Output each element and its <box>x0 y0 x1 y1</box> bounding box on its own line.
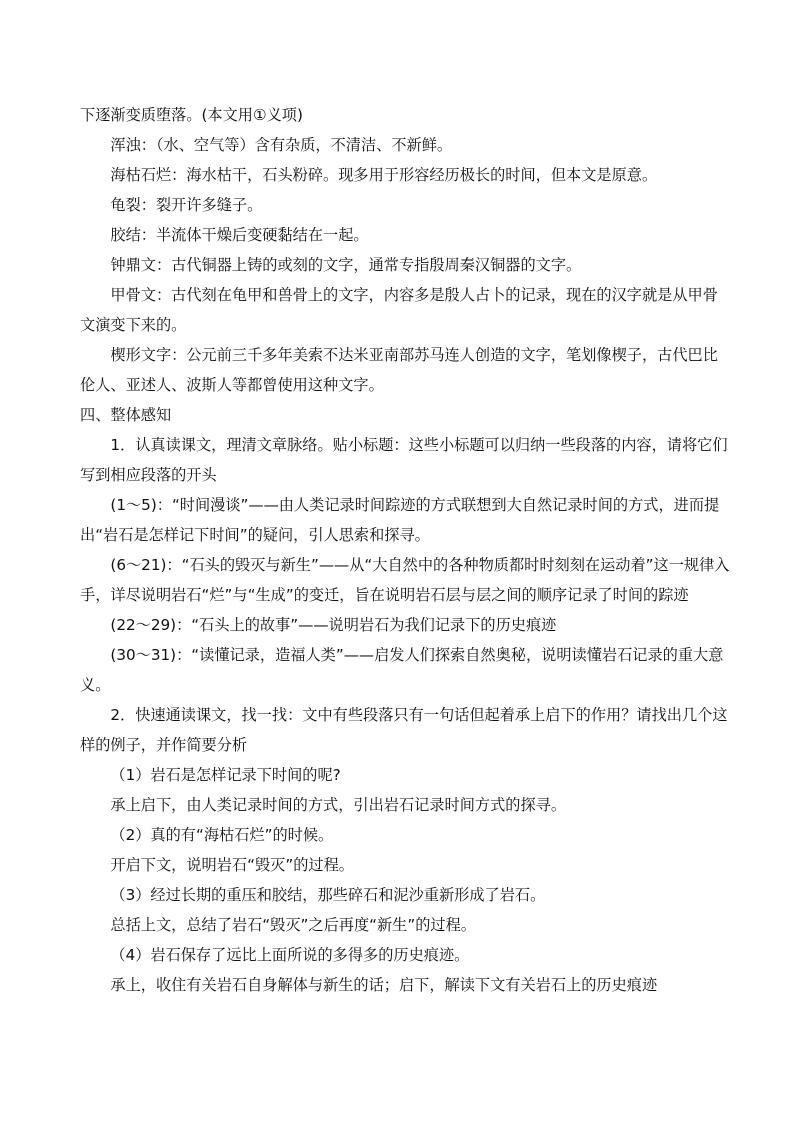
example-analysis: 开启下文，说明岩石“毁灭”的过程。 <box>110 856 354 874</box>
outline-item: (30～31)：“读懂记录，造福人类”——启发人们探索自然奥秘，说明读懂岩石记录的重大意义。 <box>80 646 724 694</box>
example-sentence: （4）岩石保存了远比上面所说的多得多的历史痕迹。 <box>110 946 470 964</box>
task-1: 1．认真读课文，理清文章脉络。贴小标题：这些小标题可以归纳一些段落的内容，请将它们写到相应段落的开头 <box>80 436 728 484</box>
definition-haikushilan: 海枯石烂：海水枯干，石头粉碎。现多用于形容经历极长的时间，但本文是原意。 <box>110 166 658 184</box>
outline-item: (22～29)：“石头上的故事”——说明岩石为我们记录下的历史痕迹 <box>110 616 557 634</box>
definition-hunzhuo: 浑浊：（水、空气等）含有杂质，不清洁、不新鲜。 <box>110 136 453 154</box>
definition-jiaguwen: 甲骨文：古代刻在龟甲和兽骨上的文字，内容多是殷人占卜的记录，现在的汉字就是从甲骨文演变下来的。 <box>80 286 718 334</box>
example-analysis: 承上启下，由人类记录时间的方式，引出岩石记录时间方式的探寻。 <box>110 796 567 814</box>
definition-jiaojie: 胶结：半流体干燥后变硬黏结在一起。 <box>110 226 369 244</box>
outline-item: (1～5)：“时间漫谈”——由人类记录时间踪迹的方式联想到大自然记录时间的方式，进而提出“岩石是怎样记下时间”的疑问，引人思索和探寻。 <box>80 496 720 544</box>
text-line: 下逐渐变质堕落。(本文用①义项) <box>80 106 303 124</box>
example-sentence: （2）真的有“海枯石烂”的时候。 <box>110 826 334 844</box>
document-body <box>80 100 730 1000</box>
example-sentence: （1）岩石是怎样记录下时间的呢? <box>110 766 341 784</box>
example-analysis: 总括上文，总结了岩石“毁灭”之后再度“新生”的过程。 <box>110 916 476 934</box>
definition-guilie: 龟裂：裂开许多缝子。 <box>110 196 263 214</box>
example-analysis: 承上，收住有关岩石自身解体与新生的话；启下，解读下文有关岩石上的历史痕迹 <box>110 976 658 994</box>
definition-zhongdingwen: 钟鼎文：古代铜器上铸的或刻的文字，通常专指殷周秦汉铜器的文字。 <box>110 256 582 274</box>
definition-xingxingwenzi: 楔形文字：公元前三千多年美索不达米亚南部苏马连人创造的文字，笔划像楔子，古代巴比伦人、亚述人、波斯人等都曾使用这种文字。 <box>80 346 718 394</box>
section-heading: 四、整体感知 <box>80 406 172 424</box>
example-sentence: （3）经过长期的重压和胶结，那些碎石和泥沙重新形成了岩石。 <box>110 886 546 904</box>
task-2: 2．快速通读课文，找一找：文中有些段落只有一句话但起着承上启下的作用？请找出几个这样的例子，并作简要分析 <box>80 706 728 754</box>
outline-item: (6～21)：“石头的毁灭与新生”——从“大自然中的各种物质都时时刻刻在运动着”这一规律入手，详尽说明岩石“烂”与“生成”的变迁，旨在说明岩石层与层之间的顺序记录了时间的踪迹 <box>80 556 730 604</box>
